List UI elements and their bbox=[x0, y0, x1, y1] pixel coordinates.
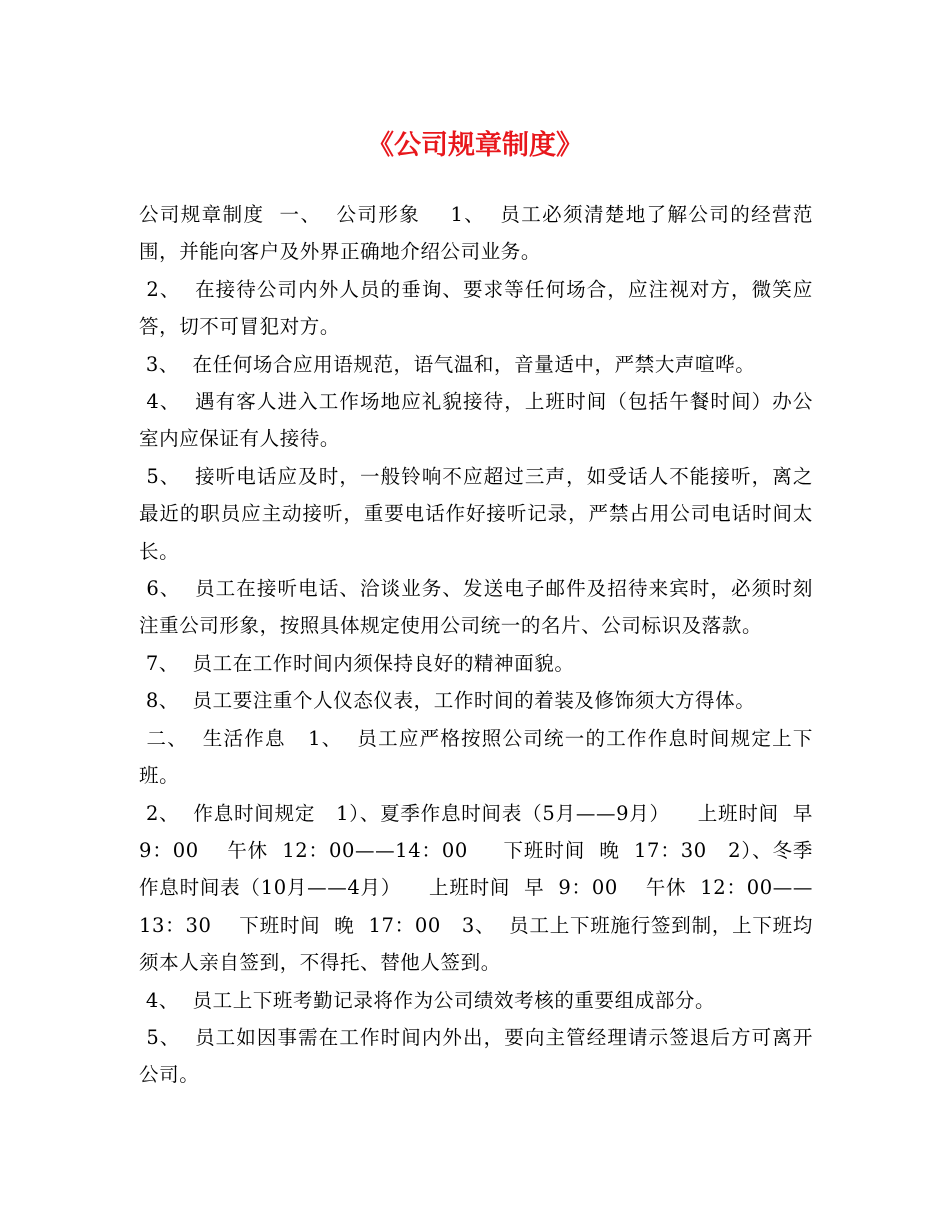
paragraph-12: 5、 员工如因事需在工作时间内外出，要向主管经理请示签退后方可离开公司。 bbox=[139, 1025, 813, 1087]
paragraph-3: 3、 在任何场合应用语规范，语气温和，音量适中，严禁大声喧哗。 bbox=[139, 352, 756, 376]
paragraph-5: 5、 接听电话应及时，一般铃响不应超过三声，如受话人不能接听，离之最近的职员应主动接听，重要电话作好接听记录，严禁占用公司电话时间太长。 bbox=[139, 464, 813, 563]
paragraph-9: 二、 生活作息 1、 员工应严格按照公司统一的工作作息时间规定上下班。 bbox=[139, 726, 813, 788]
paragraph-6: 6、 员工在接听电话、洽谈业务、发送电子邮件及招待来宾时，必须时刻注重公司形象，按照具体规定使用公司统一的名片、公司标识及落款。 bbox=[139, 577, 813, 638]
paragraph-1: 公司规章制度 一、 公司形象 1、 员工必须清楚地了解公司的经营范围，并能向客户及外界正确地介绍公司业务。 bbox=[139, 203, 813, 264]
paragraph-4: 4、 遇有客人进入工作场地应礼貌接待，上班时间（包括午餐时间）办公室内应保证有人接待。 bbox=[139, 390, 813, 451]
document-title: 《公司规章制度》 bbox=[367, 130, 583, 161]
paragraph-11: 4、 员工上下班考勤记录将作为公司绩效考核的重要组成部分。 bbox=[139, 988, 716, 1012]
document-body bbox=[139, 196, 820, 1094]
paragraph-2: 2、 在接待公司内外人员的垂询、要求等任何场合，应注视对方，微笑应答，切不可冒犯对方。 bbox=[139, 277, 813, 339]
paragraph-7: 7、 员工在工作时间内须保持良好的精神面貌。 bbox=[139, 651, 575, 675]
paragraph-10: 2、 作息时间规定 1）、夏季作息时间表（5月——9月） 上班时间 早 9：00 午休 12：00——14：00 下班时间 晚 17：30 2）、冬季作息时间表（10月——4月） 上班时间 早 9：00 午休 12：00——13：30 下班时间 晚 17：00 3、 员工上下班施行签到制，上下班均须本人亲自签到，不得托、替他人签到。 bbox=[139, 801, 820, 975]
paragraph-8: 8、 员工要注重个人仪态仪表，工作时间的着装及修饰须大方得体。 bbox=[139, 689, 756, 713]
